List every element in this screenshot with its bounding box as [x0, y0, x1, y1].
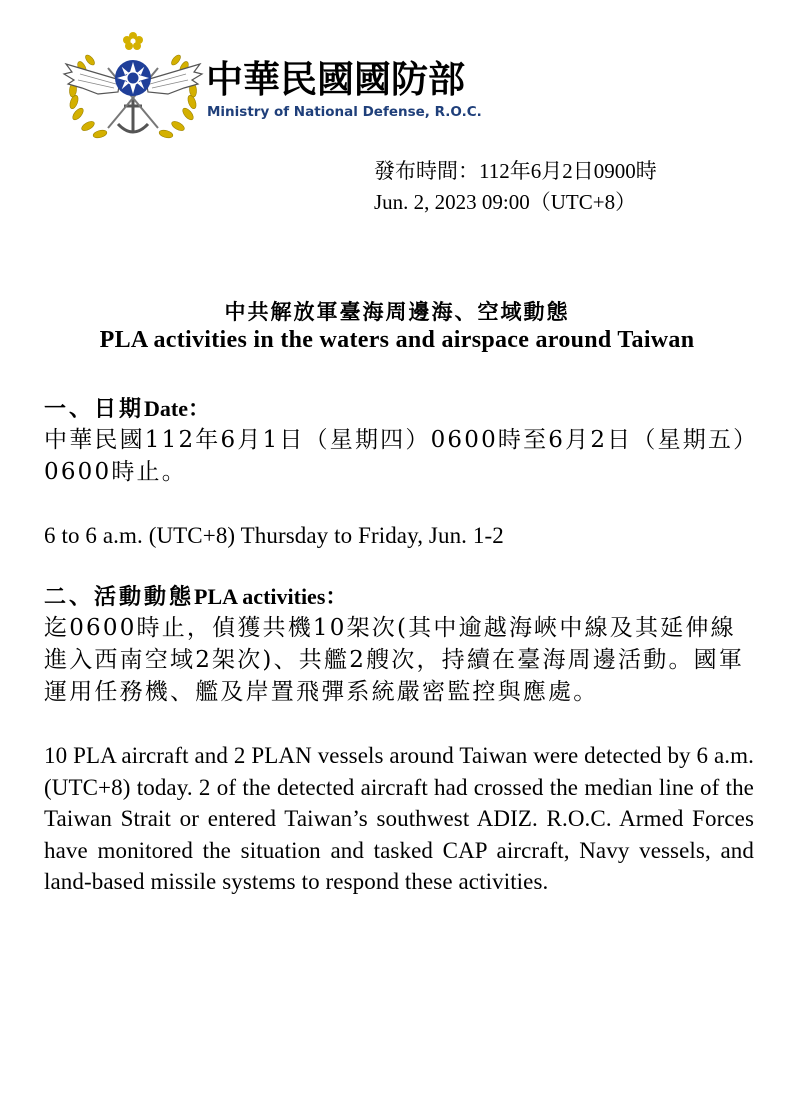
title-english: PLA activities in the waters and airspace around Taiwan	[99, 327, 695, 353]
title-chinese: 中共解放軍臺海周邊海、空域動態	[224, 299, 570, 324]
section-date-chinese-text: 中華民國112年6月1日（星期四）0600時至6月2日（星期五）0600時止。	[44, 427, 747, 485]
section-date-heading	[44, 392, 754, 423]
release-time-chinese: 發布時間：112年6月2日0900時	[374, 159, 657, 183]
header	[58, 28, 518, 148]
section-date-heading-chinese: 一、日期	[44, 396, 145, 422]
section-activities-english-text: 10 PLA aircraft and 2 PLAN vessels around Taiwan were detected by 6 a.m.(UTC+8) today. 2 of the detected aircraft had crossed the median line of the Taiwan Strait or entered Taiwan’s southwest ADIZ. R.O.C. Armed Forces have monitored the situation and tasked CAP aircraft, Navy vessels, and land-based missile systems to respond these activities.	[44, 743, 754, 894]
section-date-english-text: 6 to 6 a.m. (UTC+8) Thursday to Friday, Jun. 1-2	[44, 523, 504, 548]
section-activities-heading-english: PLA activities：	[194, 584, 348, 609]
section-date	[44, 392, 754, 552]
release-time-english: Jun. 2, 2023 09:00（UTC+8）	[374, 190, 637, 214]
section-activities-heading	[44, 580, 754, 611]
section-date-heading-english: Date：	[144, 396, 210, 421]
release-time	[374, 156, 657, 218]
section-activities-heading-chinese: 二、活動動態	[44, 584, 195, 610]
ministry-name-chinese: 中華民國國防部	[206, 58, 465, 101]
mnd-emblem-icon	[58, 28, 208, 144]
section-activities	[44, 580, 754, 898]
section-activities-chinese-text: 迄0600時止，偵獲共機10架次(其中逾越海峽中線及其延伸線進入西南空域2架次)、共艦2艘次，持續在臺海周邊活動。國軍運用任務機、艦及岸置飛彈系統嚴密監控與應處。	[44, 615, 745, 705]
ministry-name-english: Ministry of National Defense, R.O.C.	[207, 104, 482, 120]
